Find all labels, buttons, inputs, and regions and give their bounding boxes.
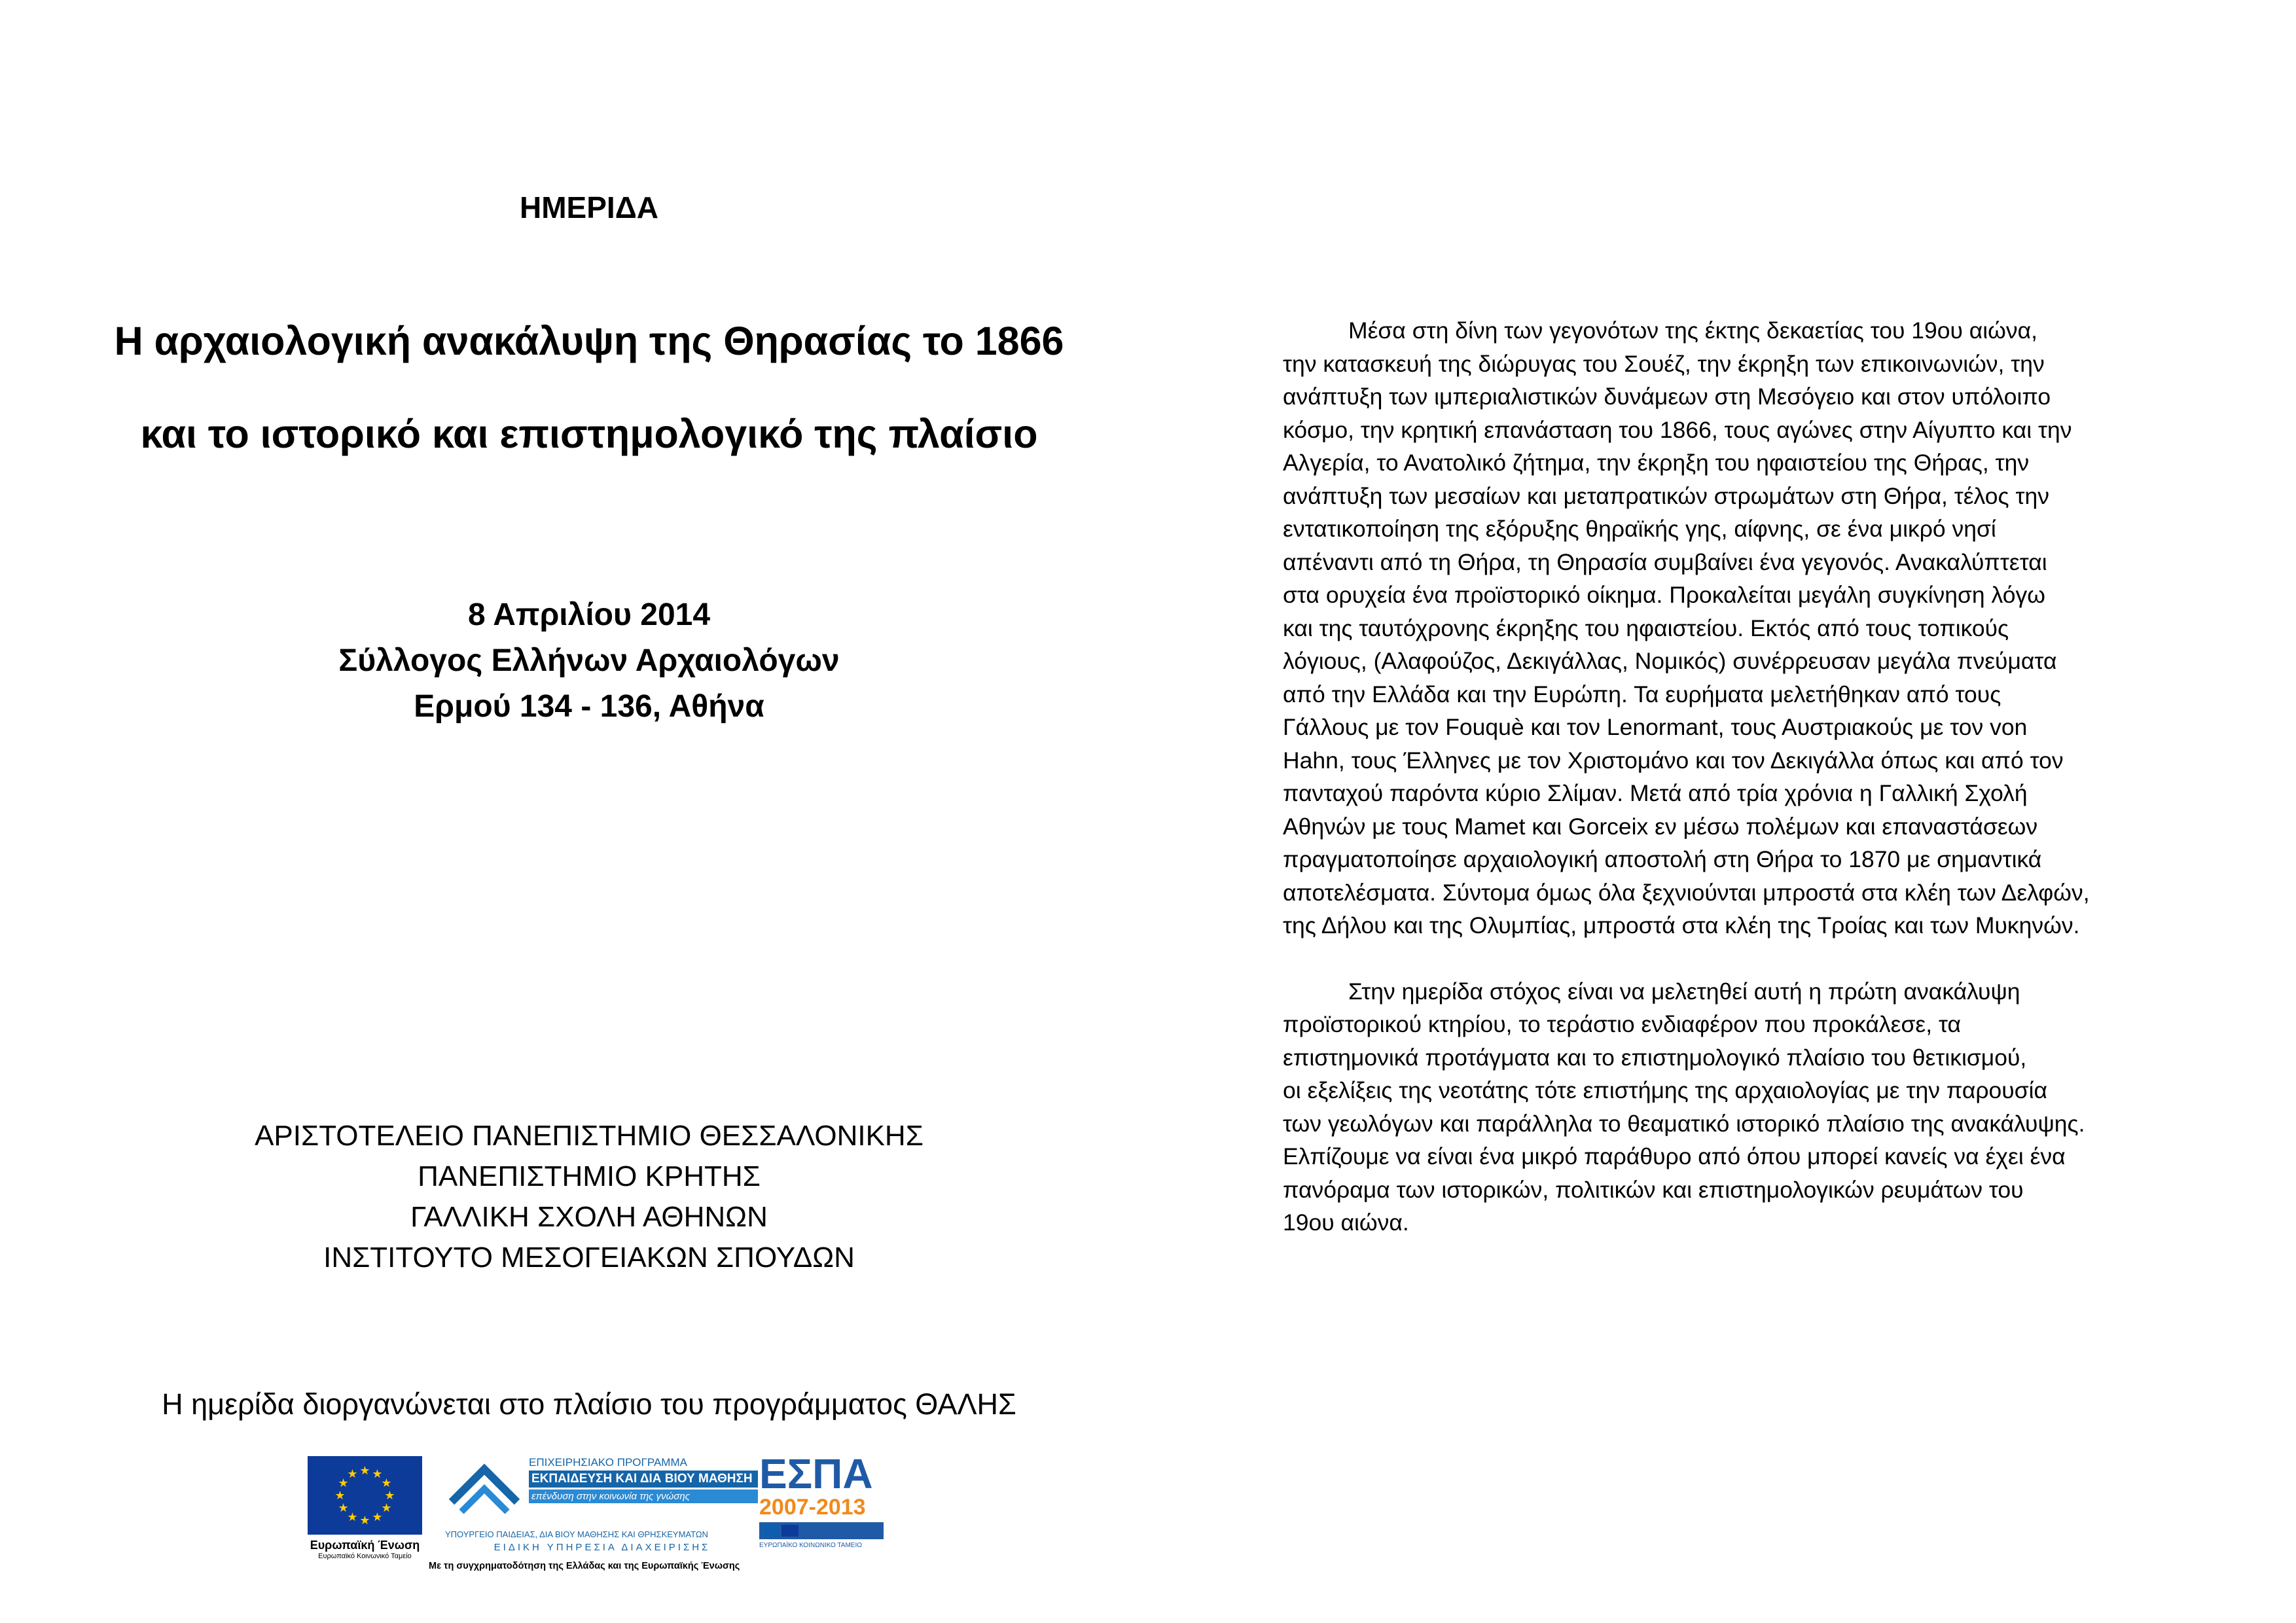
organizer: ΙΝΣΤΙΤΟΥΤΟ ΜΕΣΟΓΕΙΑΚΩΝ ΣΠΟΥΔΩΝ bbox=[323, 1241, 855, 1274]
body-line: πραγματοποίησε αρχαιολογική αποστολή στη Θήρα το 1870 με σημαντικά bbox=[1283, 846, 2042, 872]
eu-star-icon: ★ bbox=[372, 1467, 383, 1481]
body-text bbox=[1283, 314, 2225, 1272]
body-line: κόσμο, την κρητική επανάσταση του 1866, τους αγώνες στην Αίγυπτο και την bbox=[1283, 416, 2072, 443]
program-logo-line1: ΕΠΙΧΕΙΡΗΣΙΑΚΟ ΠΡΟΓΡΑΜΜΑ bbox=[529, 1456, 687, 1469]
eu-flag-mini-icon bbox=[781, 1525, 798, 1537]
body-line: αποτελέσματα. Σύντομα όμως όλα ξεχνιούνται μπροστά στα κλέη των Δελφών, bbox=[1283, 879, 2090, 906]
body-line: Μέσα στη δίνη των γεγονότων της έκτης δεκαετίας του 19ου αιώνα, bbox=[1348, 317, 2038, 344]
body-line: στα ορυχεία ένα προϊστορικό οίκημα. Προκαλείται μεγάλη συγκίνηση λόγω bbox=[1283, 582, 2045, 608]
program-logo bbox=[445, 1456, 759, 1567]
espa-logo bbox=[759, 1450, 890, 1567]
eu-logo-label: Ευρωπαϊκή Ένωση bbox=[310, 1539, 420, 1552]
event-address: Ερμού 134 - 136, Αθήνα bbox=[414, 689, 764, 724]
program-note: Η ημερίδα διοργανώνεται στο πλαίσιο του προγράμματος ΘΑΛΗΣ bbox=[162, 1387, 1016, 1421]
body-line: Αθηνών με τους Mamet και Gorceix εν μέσω πολέμων και επαναστάσεων bbox=[1283, 813, 2038, 840]
body-line: οι εξελίξεις της νεοτάτης τότε επιστήμης της αρχαιολογίας με την παρουσία bbox=[1283, 1077, 2048, 1103]
paragraph-1 bbox=[1283, 314, 2225, 942]
organizers-list bbox=[0, 1116, 1178, 1278]
event-venue: Σύλλογος Ελλήνων Αρχαιολόγων bbox=[338, 643, 840, 678]
body-line: προϊστορικού κτηρίου, το τεράστιο ενδιαφέρον που προκάλεσε, τα bbox=[1283, 1011, 1962, 1037]
program-mark-icon bbox=[445, 1456, 524, 1522]
body-line: της Δήλου και της Ολυμπίας, μπροστά στα κλέη της Τροίας και των Μυκηνών. bbox=[1283, 912, 2080, 938]
body-line: ανάπτυξη των ιμπεριαλιστικών δυνάμεων στη Μεσόγειο και στον υπόλοιπο bbox=[1283, 383, 2051, 410]
title-line: Η αρχαιολογική ανακάλυψη της Θηρασίας το 1866 bbox=[114, 319, 1064, 363]
eu-star-icon: ★ bbox=[359, 1514, 370, 1527]
eu-star-icon: ★ bbox=[384, 1489, 395, 1502]
eu-star-icon: ★ bbox=[381, 1476, 392, 1489]
greek-flag-icon bbox=[762, 1525, 779, 1537]
program-logo-line4: ΥΠΟΥΡΓΕΙΟ ΠΑΙΔΕΙΑΣ, ΔΙΑ ΒΙΟΥ ΜΑΘΗΣΗΣ ΚΑΙ ΘΡΗΣΚΕΥΜΑΤΩΝ bbox=[445, 1529, 708, 1539]
body-line: Αλγερία, το Ανατολικό ζήτημα, την έκρηξη του ηφαιστείου της Θήρας, την bbox=[1283, 450, 2030, 476]
body-line: απέναντι από τη Θήρα, τη Θηρασία συμβαίνει ένα γεγονός. Ανακαλύπτεται bbox=[1283, 548, 2047, 575]
body-line: λόγιους, (Αλαφούζος, Δεκιγάλλας, Νομικός) συνέρρευσαν μεγάλα πνεύματα bbox=[1283, 648, 2057, 674]
body-line: ανάπτυξη των μεσαίων και μεταπρατικών στρωμάτων στη Θήρα, τέλος την bbox=[1283, 482, 2049, 509]
espa-logo-word: ΕΣΠΑ bbox=[759, 1450, 873, 1497]
eu-star-icon: ★ bbox=[347, 1467, 358, 1481]
organizer: ΑΡΙΣΤΟΤΕΛΕΙΟ ΠΑΝΕΠΙΣΤΗΜΙΟ ΘΕΣΣΑΛΟΝΙΚΗΣ bbox=[255, 1120, 924, 1152]
body-line: πανταχού παρόντα κύριο Σλίμαν. Μετά από τρία χρόνια η Γαλλική Σχολή bbox=[1283, 780, 2028, 806]
eu-star-icon: ★ bbox=[338, 1501, 349, 1514]
eu-logo-sub: Ευρωπαϊκό Κοινωνικό Ταμείο bbox=[318, 1552, 412, 1560]
main-title bbox=[39, 294, 1139, 480]
body-line: πανόραμα των ιστορικών, πολιτικών και επιστημολογικών ρευμάτων του bbox=[1283, 1176, 2024, 1203]
program-logo-line5: ΕΙΔΙΚΗ ΥΠΗΡΕΣΙΑ ΔΙΑΧΕΙΡΙΣΗΣ bbox=[493, 1542, 711, 1553]
eu-star-icon: ★ bbox=[338, 1476, 349, 1489]
organizer: ΓΑΛΛΙΚΗ ΣΧΟΛΗ ΑΘΗΝΩΝ bbox=[410, 1201, 768, 1233]
body-line: 19ου αιώνα. bbox=[1283, 1209, 1409, 1236]
body-line: Γάλλους με τον Fouquè και τον Lenormant, τους Αυστριακούς με τον von bbox=[1283, 714, 2028, 740]
event-date: 8 Απριλίου 2014 bbox=[467, 597, 711, 632]
body-line: Hahn, τους Έλληνες με τον Χριστομάνο και τον Δεκιγάλλα όπως και από τον bbox=[1283, 747, 2064, 774]
title-line: και το ιστορικό και επιστημολογικό της πλαίσιο bbox=[140, 412, 1038, 456]
paragraph-2 bbox=[1283, 975, 2225, 1240]
event-info bbox=[0, 592, 1178, 730]
program-logo-line3: επένδυση στην κοινωνία της γνώσης bbox=[529, 1489, 758, 1503]
espa-logo-years: 2007-2013 bbox=[759, 1495, 866, 1520]
eu-logo bbox=[308, 1456, 422, 1571]
body-line: την κατασκευή της διώρυγας του Σουέζ, την έκρηξη των επικοινωνιών, την bbox=[1283, 350, 2045, 377]
eu-star-icon: ★ bbox=[359, 1464, 370, 1477]
eu-star-icon: ★ bbox=[381, 1501, 392, 1514]
eu-flag-icon bbox=[308, 1456, 422, 1535]
body-line: εντατικοποίηση της εξόρυξης θηραϊκής γης, αίφνης, σε ένα μικρό νησί bbox=[1283, 516, 1996, 542]
program-logo-line2: ΕΚΠΑΙΔΕΥΣΗ ΚΑΙ ΔΙΑ ΒΙΟΥ ΜΑΘΗΣΗ bbox=[529, 1471, 758, 1488]
event-type-heading: ΗΜΕΡΙΔΑ bbox=[520, 190, 658, 224]
eu-star-icon: ★ bbox=[372, 1510, 383, 1524]
espa-logo-fund: ΕΥΡΩΠΑΪΚΟ ΚΟΙΝΩΝΙΚΟ ΤΑΜΕΙΟ bbox=[759, 1542, 863, 1549]
body-line: Στην ημερίδα στόχος είναι να μελετηθεί αυτή η πρώτη ανακάλυψη bbox=[1348, 978, 2020, 1005]
body-line: και της ταυτόχρονης έκρηξης του ηφαιστείου. Εκτός από τους τοπικούς bbox=[1283, 615, 2009, 641]
eu-star-icon: ★ bbox=[347, 1510, 358, 1524]
organizer: ΠΑΝΕΠΙΣΤΗΜΙΟ ΚΡΗΤΗΣ bbox=[418, 1160, 761, 1192]
body-line: επιστημονικά προτάγματα και το επιστημολογικό πλαίσιο του θετικισμού, bbox=[1283, 1044, 2027, 1071]
eu-star-icon: ★ bbox=[334, 1489, 346, 1502]
espa-band bbox=[759, 1522, 884, 1539]
body-line: των γεωλόγων και παράλληλα το θεαματικό ιστορικό πλαίσιο της ανακάλυψης. bbox=[1283, 1110, 2085, 1137]
body-line: από την Ελλάδα και την Ευρώπη. Τα ευρήματα μελετήθηκαν από τους bbox=[1283, 681, 2001, 707]
body-line: Ελπίζουμε να είναι ένα μικρό παράθυρο από όπου μπορεί κανείς να έχει ένα bbox=[1283, 1143, 2066, 1169]
cofund-note: Με τη συγχρηματοδότηση της Ελλάδας και της Ευρωπαϊκής Ένωσης bbox=[429, 1561, 740, 1571]
